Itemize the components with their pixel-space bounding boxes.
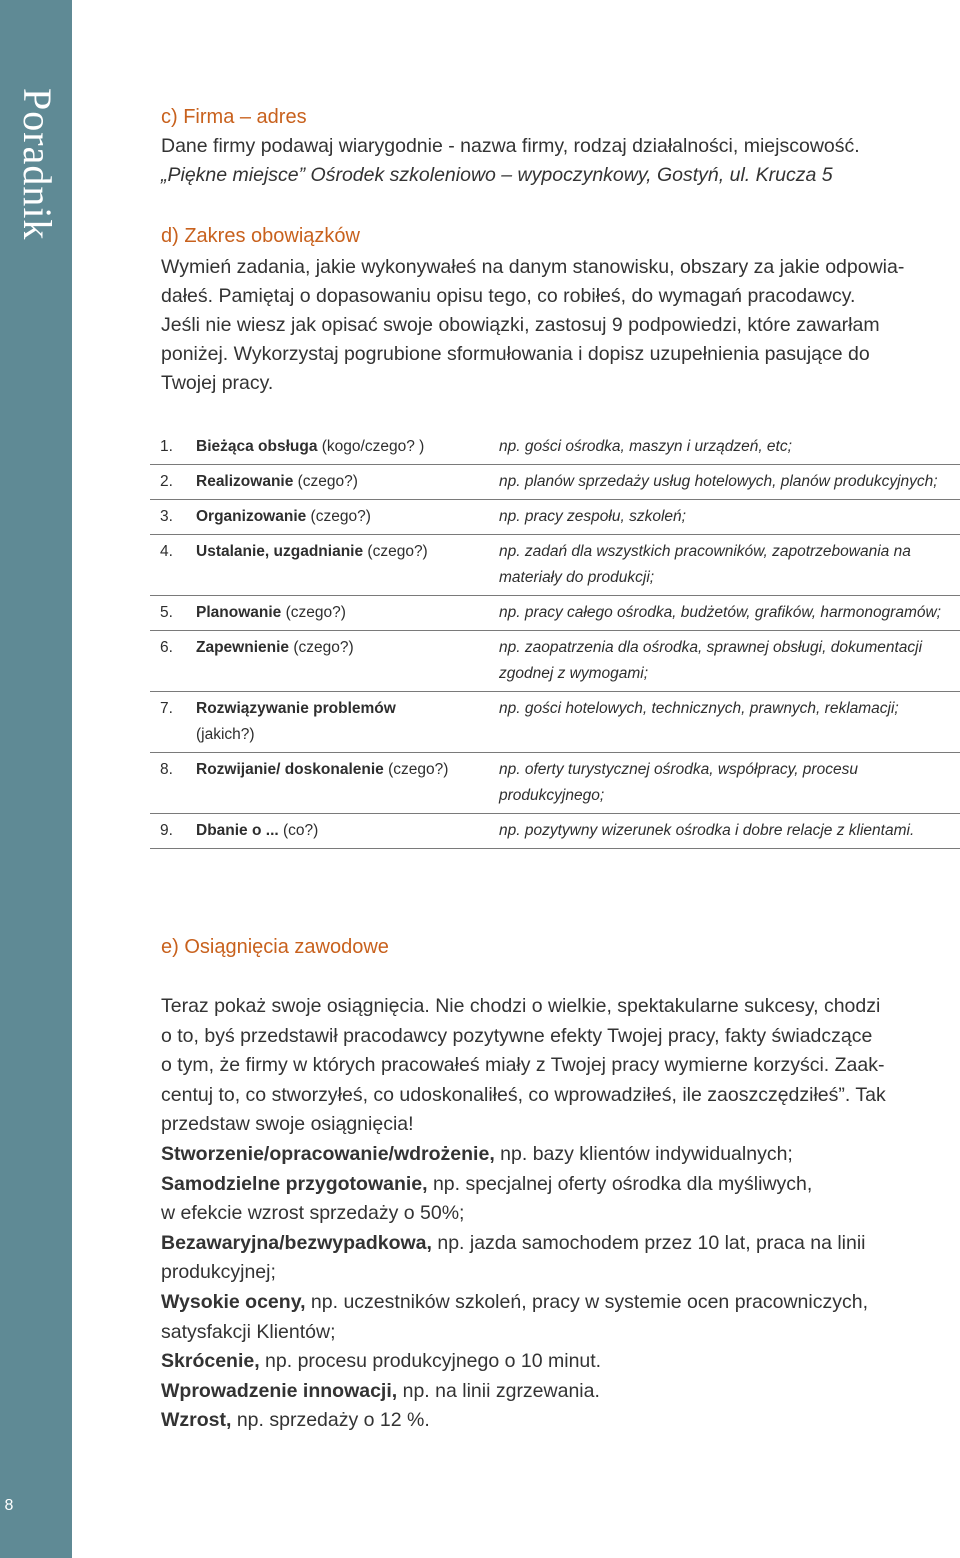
achievement-item — [161, 1288, 956, 1318]
item-number: 4. — [160, 543, 173, 560]
item-number: 1. — [160, 438, 173, 455]
achievement-rest: np. jazda samochodem przez 10 lat, praca na linii — [431, 1231, 866, 1254]
section-d-line: Wymień zadania, jakie wykonywałeś na danym stanowisku, obszary za jakie odpowia- — [161, 256, 905, 278]
achievements-body — [161, 992, 956, 1436]
item-label — [196, 600, 486, 626]
achievement-continuation: satysfakcji Klientów; — [161, 1320, 336, 1343]
section-d-line: dałeś. Pamiętaj o dopasowaniu opisu tego, co robiłeś, do wymagań pracodawcy. — [161, 285, 856, 307]
item-label-rest: (jakich?) — [196, 726, 255, 743]
achievement-rest: np. specjalnej oferty ośrodka dla myśliwych, — [427, 1172, 813, 1195]
item-example: np. pracy zespołu, szkoleń; — [499, 508, 686, 525]
item-label-bold: Organizowanie — [196, 508, 307, 525]
achievements-intro-line: centuj to, co stworzyłeś, co udoskonaliłeś, co wprowadziłeś, ile zaoszczędziłeś”. Tak — [161, 1083, 886, 1106]
item-label — [196, 696, 436, 748]
item-number: 9. — [160, 822, 173, 839]
duties-list — [150, 430, 960, 849]
achievements-intro-line: o to, byś przedstawił pracodawcy pozytywne efekty Twojej pracy, fakty świadczące — [161, 1024, 873, 1047]
item-label-rest: (co?) — [278, 822, 319, 839]
item-number: 5. — [160, 604, 173, 621]
achievement-continuation: w efekcie wzrost sprzedaży o 50%; — [161, 1202, 465, 1225]
section-c-body — [161, 132, 951, 190]
item-label — [196, 469, 486, 495]
achievement-bold: Bezawaryjna/bezwypadkowa, — [161, 1231, 432, 1254]
section-d-line: poniżej. Wykorzystaj pogrubione sformułowania i dopisz uzupełnienia pasujące do — [161, 343, 870, 365]
achievement-bold: Wzrost, — [161, 1409, 232, 1432]
sidebar-title: Poradnik — [15, 88, 60, 241]
item-example: np. zadań dla wszystkich pracowników, zapotrzebowania na materiały do produkcji; — [499, 543, 911, 586]
achievement-bold: Stworzenie/opracowanie/wdrożenie, — [161, 1142, 495, 1165]
item-number: 2. — [160, 473, 173, 490]
achievement-item — [161, 1229, 956, 1259]
item-label-bold: Ustalanie, uzgadnianie — [196, 543, 364, 560]
section-d-heading: d) Zakres obowiązków — [161, 225, 360, 247]
item-number: 7. — [160, 700, 173, 717]
item-label-bold: Zapewnienie — [196, 639, 290, 656]
item-label — [196, 635, 486, 661]
achievement-bold: Wysokie oceny, — [161, 1290, 306, 1313]
list-item — [150, 753, 960, 814]
achievement-rest: np. sprzedaży o 12 %. — [231, 1409, 430, 1432]
achievement-rest: np. bazy klientów indywidualnych; — [494, 1142, 793, 1165]
achievement-item — [161, 1140, 956, 1170]
list-item — [150, 631, 960, 692]
achievement-item — [161, 1347, 956, 1377]
achievements-intro-line: o tym, że firmy w których pracowałeś miały z Twojej pracy wymierne korzyści. Zaak- — [161, 1054, 885, 1077]
item-label — [196, 539, 486, 565]
item-number: 3. — [160, 508, 173, 525]
list-item — [150, 430, 960, 465]
item-label-rest: (czego?) — [363, 543, 428, 560]
achievement-item — [161, 1406, 956, 1436]
item-label — [196, 818, 486, 844]
achievements-intro-line: przedstaw swoje osiągnięcia! — [161, 1113, 414, 1136]
list-item — [150, 596, 960, 631]
section-c-text: Dane firmy podawaj wiarygodnie - nazwa firmy, rodzaj działalności, miejscowość. — [161, 135, 860, 157]
item-label-rest: (kogo/czego? ) — [317, 438, 425, 455]
item-example: np. gości ośrodka, maszyn i urządzeń, etc; — [499, 438, 792, 455]
item-example: np. planów sprzedaży usług hotelowych, planów produkcyjnych; — [499, 473, 938, 490]
item-example: np. pracy całego ośrodka, budżetów, grafików, harmonogramów; — [499, 604, 941, 621]
item-label-bold: Planowanie — [196, 604, 282, 621]
section-e-heading: e) Osiągnięcia zawodowe — [161, 936, 389, 958]
achievement-item — [161, 1170, 956, 1200]
item-label — [196, 434, 486, 460]
item-label-rest: (czego?) — [306, 508, 371, 525]
item-label-rest: (czego?) — [281, 604, 346, 621]
item-label-bold: Rozwijanie/ doskonalenie — [196, 761, 384, 778]
list-item — [150, 465, 960, 500]
list-item — [150, 500, 960, 535]
sidebar — [0, 0, 72, 1558]
list-item — [150, 535, 960, 596]
item-example: np. zaopatrzenia dla ośrodka, sprawnej obsługi, dokumentacji zgodnej z wymogami; — [499, 639, 923, 682]
item-label-bold: Rozwiązywanie problemów — [196, 700, 396, 717]
item-label-rest: (czego?) — [293, 473, 358, 490]
item-label — [196, 757, 486, 783]
achievement-rest: np. procesu produkcyjnego o 10 minut. — [259, 1350, 602, 1373]
section-c-heading: c) Firma – adres — [161, 106, 307, 128]
achievement-bold: Wprowadzenie innowacji, — [161, 1379, 398, 1402]
section-c-example: „Piękne miejsce” Ośrodek szkoleniowo – wypoczynkowy, Gostyń, ul. Krucza 5 — [161, 164, 833, 186]
section-d-line: Twojej pracy. — [161, 372, 274, 394]
item-example: np. oferty turystycznej ośrodka, współpracy, procesu produkcyjnego; — [499, 761, 858, 804]
achievement-rest: np. uczestników szkoleń, pracy w systemie ocen pracowniczych, — [305, 1290, 868, 1313]
item-label-bold: Realizowanie — [196, 473, 294, 490]
list-item — [150, 692, 960, 753]
item-number: 8. — [160, 761, 173, 778]
achievement-continuation: produkcyjnej; — [161, 1261, 276, 1284]
item-label — [196, 504, 486, 530]
item-number: 6. — [160, 639, 173, 656]
achievement-bold: Samodzielne przygotowanie, — [161, 1172, 428, 1195]
item-label-rest: (czego?) — [289, 639, 354, 656]
section-d-body — [161, 253, 951, 398]
list-item — [150, 814, 960, 849]
achievements-intro-line: Teraz pokaż swoje osiągnięcia. Nie chodzi o wielkie, spektakularne sukcesy, chodzi — [161, 995, 881, 1017]
section-d-line: Jeśli nie wiesz jak opisać swoje obowiązki, zastosuj 9 podpowiedzi, które zawarłam — [161, 314, 880, 336]
achievement-rest: np. na linii zgrzewania. — [397, 1379, 600, 1402]
item-example: np. pozytywny wizerunek ośrodka i dobre relacje z klientami. — [499, 822, 915, 839]
achievement-bold: Skrócenie, — [161, 1350, 260, 1373]
item-label-rest: (czego?) — [383, 761, 449, 778]
item-label-bold: Bieżąca obsługa — [196, 438, 318, 455]
page-number: 8 — [4, 1497, 14, 1514]
item-example: np. gości hotelowych, technicznych, prawnych, reklamacji; — [499, 700, 899, 717]
achievement-item — [161, 1377, 956, 1407]
item-label-bold: Dbanie o ... — [196, 822, 279, 839]
